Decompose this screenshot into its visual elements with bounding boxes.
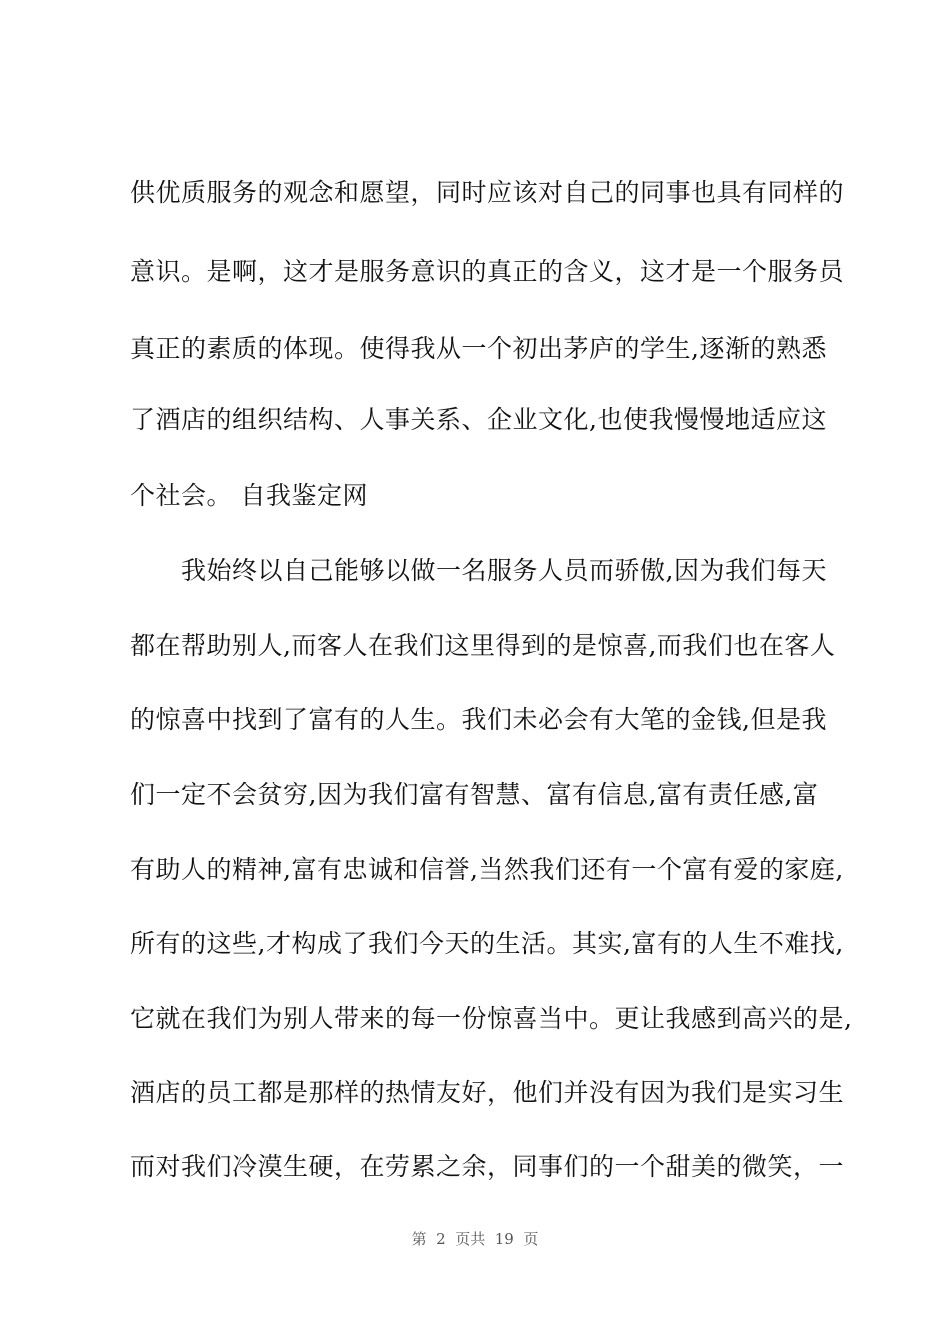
text-line: 真正的素质的体现。使得我从一个初出茅庐的学生,逐渐的熟悉 bbox=[130, 334, 827, 363]
text-line: 意识。是啊，这才是服务意识的真正的含义，这才是一个服务员 bbox=[130, 257, 845, 286]
text-line: 的惊喜中找到了富有的人生。我们未必会有大笔的金钱,但是我 bbox=[130, 705, 827, 734]
text-line: 酒店的员工都是那样的热情友好，他们并没有因为我们是实习生 bbox=[130, 1078, 845, 1107]
page-number-footer: 第 2 页共 19 页 bbox=[411, 1230, 539, 1248]
text-line: 都在帮助别人,而客人在我们这里得到的是惊喜,而我们也在客人 bbox=[130, 631, 836, 660]
paragraph-start-line: 我始终以自己能够以做一名服务人员而骄傲,因为我们每天 bbox=[130, 556, 827, 585]
text-line: 了酒店的组织结构、人事关系、企业文化,也使我慢慢地适应这 bbox=[130, 405, 827, 434]
text-line: 所有的这些,才构成了我们今天的生活。其实,富有的人生不难找, bbox=[130, 929, 844, 958]
text-line: 而对我们冷漠生硬，在劳累之余，同事们的一个甜美的微笑，一 bbox=[130, 1152, 845, 1181]
text-line: 有助人的精神,富有忠诚和信誉,当然我们还有一个富有爱的家庭, bbox=[130, 855, 844, 884]
text-line: 们一定不会贫穷,因为我们富有智慧、富有信息,富有责任感,富 bbox=[130, 780, 819, 809]
text-line: 它就在我们为别人带来的每一份惊喜当中。更让我感到高兴的是, bbox=[130, 1004, 853, 1033]
text-line: 个社会。 自我鉴定网 bbox=[130, 481, 368, 510]
text-line: 供优质服务的观念和愿望，同时应该对自己的同事也具有同样的 bbox=[130, 178, 845, 207]
